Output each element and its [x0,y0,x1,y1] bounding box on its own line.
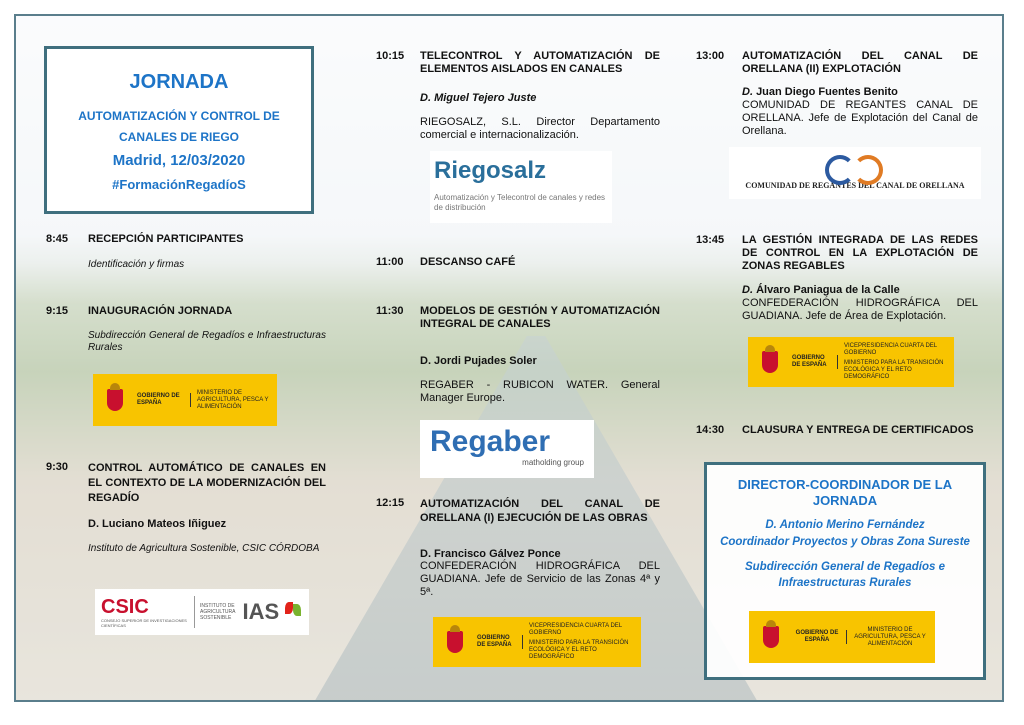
orellana-emblem-icon [729,151,981,181]
speaker-prefix-1300: D. [742,86,753,98]
director-box [704,462,986,680]
speaker-930: D. Luciano Mateos Iñiguez [88,518,227,530]
org-1345: CONFEDERACIÓN HIDROGRÁFICA DEL GUADIANA. Jefe de Área de Explotación. [742,297,978,322]
ministry-eco-label: MINISTERIO PARA LA TRANSICIÓN ECOLÓGICA Y EL RETO DEMOGRÁFICO [844,360,944,380]
time-915: 9:15 [46,305,69,317]
regaber-sub: matholding group [522,458,584,467]
coat-of-arms-icon [441,625,469,659]
speaker-1300 [742,86,978,99]
time-1345: 13:45 [696,234,725,246]
time-1130: 11:30 [376,305,404,317]
ias-logo-text: IAS [242,599,280,624]
org-1300: COMUNIDAD DE REGANTES CANAL DE ORELLANA. Jefe de Explotación del Canal de Orellana. [742,99,978,137]
gov-logo-agriculture-2 [749,611,935,663]
gov-label: GOBIERNO DE ESPAÑA [792,355,838,369]
speaker-1215: D. Francisco Gálvez Ponce [420,548,561,560]
ministry-agri-label: MINISTERIO DE AGRICULTURA, PESCA Y ALIMENTACIÓN [197,389,269,410]
director-name-block [707,517,983,551]
time-1300: 13:00 [696,50,725,62]
time-1430: 14:30 [696,424,725,436]
gov-label: GOBIERNO DE ESPAÑA [793,630,847,644]
jornada-title: JORNADA [129,71,229,93]
csic-ias-logo [95,589,309,635]
title-845: RECEPCIÓN PARTICIPANTES [88,233,244,245]
vice-label: VICEPRESIDENCIA CUARTA DEL GOBIERNO [529,623,622,636]
orellana-logo [729,147,981,199]
title-1430: CLAUSURA Y ENTREGA DE CERTIFICADOS [742,424,974,436]
note-845: Identificación y firmas [88,259,185,270]
time-1215: 12:15 [376,497,405,509]
riegosalz-logo-text: Riegosalz [434,157,547,184]
gov-logo-ecology [433,617,641,667]
riegosalz-logo [430,151,612,223]
time-930: 9:30 [46,461,69,473]
speaker-1345 [742,284,978,297]
jornada-hashtag: #FormaciónRegadíoS [112,177,246,192]
title-1215: AUTOMATIZACIÓN DEL CANAL DE ORELLANA (I) EJECUCIÓN DE LAS OBRAS [420,498,660,524]
speaker-name-1015: Miguel Tejero Juste [434,92,537,104]
ministry-agri-label: MINISTERIO DE AGRICULTURA, PESCA Y ALIMENTACIÓN [854,626,926,647]
coat-of-arms-icon [756,345,784,379]
title-930: CONTROL AUTOMÁTICO DE CANALES EN EL CONTEXTO DE LA MODERNIZACIÓN DEL REGADÍO [88,462,326,504]
speaker-prefix-1015: D. [420,92,431,104]
title-1100: DESCANSO CAFÉ [420,256,516,268]
org-1130: REGABER - RUBICON WATER. General Manager Europe. [420,379,660,404]
orellana-logo-text: COMUNIDAD DE REGANTES DEL CANAL DE ORELLANA [745,181,965,190]
csic-logo-text: CSIC [101,596,149,618]
jornada-subtitle: AUTOMATIZACIÓN Y CONTROL DE CANALES DE RIEGO [78,109,280,144]
title-1130: MODELOS DE GESTIÓN Y AUTOMATIZACIÓN INTEGRAL DE CANALES [420,305,660,330]
director-name: D. Antonio Merino Fernández [765,519,925,531]
time-1015: 10:15 [376,50,405,62]
coat-of-arms-icon [757,620,785,654]
speaker-name-1300: Juan Diego Fuentes Benito [756,86,898,98]
speaker-prefix-1345: D. [742,284,753,296]
ministry-eco-block [844,343,946,381]
director-role: Coordinador Proyectos y Obras Zona Sureste [720,536,970,548]
regaber-logo-text: Regaber [430,425,551,458]
director-heading: DIRECTOR-COORDINADOR DE LA JORNADA [737,477,953,508]
speaker-1015 [420,92,660,105]
speaker-name-1345: Álvaro Paniagua de la Calle [756,284,900,296]
title-1015: TELECONTROL Y AUTOMATIZACIÓN DE ELEMENTOS AISLADOS EN CANALES [420,50,660,75]
coat-of-arms-icon [101,383,129,417]
gov-label: GOBIERNO DE ESPAÑA [137,393,191,407]
ministry-eco-block [529,623,633,661]
gov-logo-ecology-2 [748,337,954,387]
time-1100: 11:00 [376,256,404,268]
title-1345: LA GESTIÓN INTEGRADA DE LAS REDES DE CONTROL EN LA EXPLOTACIÓN DE ZONAS REGABLES [742,234,978,272]
org-1015: RIEGOSALZ, S.L. Director Departamento comercial e internacionalización. [420,116,660,141]
time-845: 8:45 [46,233,69,245]
title-915: INAUGURACIÓN JORNADA [88,305,233,317]
jornada-date: Madrid, 12/03/2020 [112,152,246,169]
gov-label: GOBIERNO DE ESPAÑA [477,635,523,649]
note-915: Subdirección General de Regadíos e Infraestructuras Rurales [88,330,326,353]
title-1300: AUTOMATIZACIÓN DEL CANAL DE ORELLANA (II) EXPLOTACIÓN [742,50,978,75]
leaf-icon [283,600,303,624]
title-box [44,46,314,214]
csic-sub: CONSEJO SUPERIOR DE INVESTIGACIONES CIENTÍFICAS [101,618,187,628]
director-unit: Subdirección General de Regadíos e Infraestructuras Rurales [744,561,946,589]
org-930: Instituto de Agricultura Sostenible, CSIC CÓRDOBA [88,543,320,554]
org-1215: CONFEDERACIÓN HIDROGRÁFICA DEL GUADIANA. Jefe de Servicio de las Zonas 4ª y 5ª. [420,560,660,598]
ias-inst: INSTITUTO DE AGRICULTURA SOSTENIBLE [199,603,236,621]
riegosalz-sub: Automatización y Telecontrol de canales y redes de distribución [434,193,606,212]
gov-logo-agriculture [93,374,277,426]
ministry-eco-label: MINISTERIO PARA LA TRANSICIÓN ECOLÓGICA Y EL RETO DEMOGRÁFICO [529,640,629,660]
vice-label: VICEPRESIDENCIA CUARTA DEL GOBIERNO [844,343,937,356]
speaker-1130: D. Jordi Pujades Soler [420,355,537,367]
regaber-logo [420,420,594,478]
